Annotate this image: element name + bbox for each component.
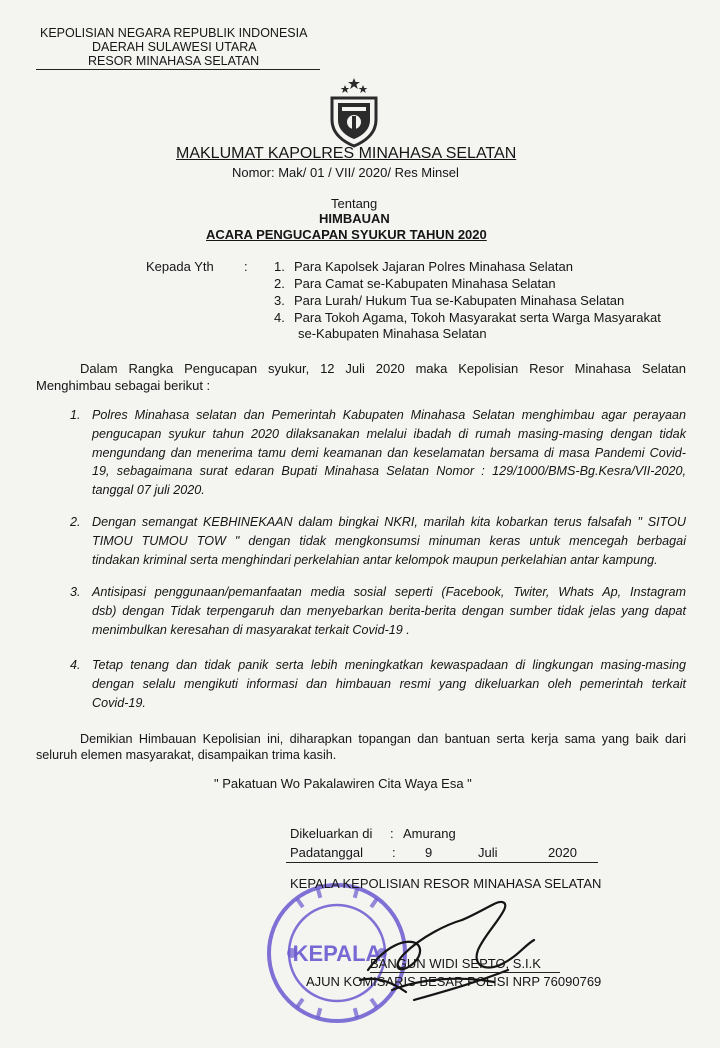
header-region: DAERAH SULAWESI UTARA (92, 40, 257, 54)
addressee-num: 4. (274, 310, 285, 325)
list-item-number: 2. (70, 515, 81, 529)
addressee-text: Para Kapolsek Jajaran Polres Minahasa Selatan (294, 259, 573, 274)
header-institution: KEPOLISIAN NEGARA REPUBLIK INDONESIA (40, 26, 308, 40)
addressee-colon: : (244, 259, 248, 274)
list-item-text (92, 656, 686, 712)
issued-date-colon: : (392, 845, 396, 860)
closing-paragraph (80, 730, 686, 748)
list-item-text (92, 513, 686, 569)
addressee-item (274, 259, 573, 274)
document-title: MAKLUMAT KAPOLRES MINAHASA SELATAN (176, 145, 517, 162)
list-item-number: 4. (70, 658, 81, 672)
list-item-line: Antisipasi penggunaan/pemanfaatan media sosial seperti (Facebook, Twiter, Whats Ap, Instagram (92, 585, 686, 599)
handwritten-signature (272, 880, 572, 1030)
addressee-text: Para Tokoh Agama, Tokoh Masyarakat serta Warga Masyarakat (294, 310, 661, 325)
list-item-line: TIMOU TUMOU TOW " dengan tidak mengkonsumsi minuman keras untuk mencegah berbagai (92, 533, 686, 548)
signatory-rank: AJUN KOMISARIS BESAR POLISI NRP 76090769 (306, 974, 602, 989)
list-item-line: dengan selalu mengikuti informasi dan himbauan resmi yang dikeluarkan oleh pemerintah terkait (92, 676, 686, 691)
subject-line-1: HIMBAUAN (319, 211, 390, 226)
issued-place-colon: : (390, 826, 394, 841)
addressee-num: 1. (274, 259, 285, 274)
list-item-line: tanggal 07 juli 2020. (92, 483, 205, 498)
list-item-line: dsb) dengan Tidak terpengaruh dan menyebarkan berita-berita dengan sumber tidak jelas yang dapat (92, 603, 686, 618)
motto: " Pakatuan Wo Pakalawiren Cita Waya Esa " (214, 776, 472, 791)
issued-year: 2020 (548, 845, 577, 860)
list-item (70, 406, 686, 502)
intro-paragraph (80, 360, 686, 378)
issued-month: Juli (478, 845, 498, 860)
issued-day: 9 (425, 845, 433, 860)
addressee-item (274, 276, 556, 291)
list-item-line: Dengan semangat KEBHINEKAAN dalam bingkai NKRI, marilah kita kobarkan terus falsafah " SITOU (92, 515, 686, 529)
header-resort: RESOR MINAHASA SELATAN (88, 54, 260, 68)
list-item-line: 19, sebagaimana surat edaran Bupati Minahasa Selatan Nomor : 129/1000/BMS-Bg.Kesra/VII-2020, (92, 464, 686, 479)
addressee-text-continued: se-Kabupaten Minahasa Selatan (298, 326, 487, 341)
list-item-line: tindakan kriminal serta menghindari perkelahian antar kelompok maupun perkelahian antar kampung. (92, 552, 658, 567)
addressee-text: Para Lurah/ Hukum Tua se-Kabupaten Minahasa Selatan (294, 293, 625, 308)
list-item (70, 513, 686, 573)
list-item-text (92, 406, 686, 500)
addressee-item (274, 293, 624, 308)
stamp-text: KEPALA (292, 941, 382, 966)
list-item-text (92, 583, 686, 639)
list-item-line: pengucapan syukur tahun 2020 dilaksanakan melalui ibadah di rumah masing-masing dengan tidak (92, 426, 686, 441)
signatory-name-underline (370, 972, 560, 973)
addressee-text: Para Camat se-Kabupaten Minahasa Selatan (294, 276, 556, 291)
closing-line: Demikian Himbauan Kepolisian ini, diharapkan topangan dan bantuan serta kerja sama yang baik dari (80, 732, 686, 746)
issued-date-label: Padatanggal (290, 845, 364, 860)
intro-line: Dalam Rangka Pengucapan syukur, 12 Juli 2020 maka Kepolisian Resor Minahasa Selatan (80, 361, 686, 376)
list-item-line: Polres Minahasa selatan dan Pemerintah Kabupaten Minahasa Selatan menghimbau agar perayaan (92, 408, 686, 422)
addressee-num: 2. (274, 276, 285, 291)
list-item-number: 3. (70, 585, 81, 599)
intro-line: Menghimbau sebagai berikut : (36, 378, 211, 393)
list-item (70, 583, 686, 643)
police-emblem-icon (326, 76, 382, 148)
signatory-position: KEPALA KEPOLISIAN RESOR MINAHASA SELATAN (290, 876, 602, 891)
addressee-label: Kepada Yth (146, 259, 214, 274)
document-number: Nomor: Mak/ 01 / VII/ 2020/ Res Minsel (232, 165, 459, 180)
addressee-num: 3. (274, 293, 285, 308)
header-divider (36, 69, 320, 70)
closing-line: seluruh elemen masyarakat, disampaikan trima kasih. (36, 748, 337, 762)
list-item (70, 656, 686, 716)
signatory-name: BANGUN WIDI SEPTO, S.I.K (370, 956, 541, 971)
subject-line-2: ACARA PENGUCAPAN SYUKUR TAHUN 2020 (206, 227, 487, 242)
list-item-number: 1. (70, 408, 81, 422)
list-item-line: menimbulkan keresahan di masyarakat terkait Covid-19 . (92, 622, 410, 637)
list-item-line: Covid-19. (92, 695, 146, 710)
issued-divider (286, 862, 598, 863)
issued-place: Amurang (403, 826, 456, 841)
list-item-line: mengundang dan menerima tamu demi keamanan dan keselamatan bersama di masa Pandemi Covid- (92, 445, 686, 460)
addressee-item (274, 310, 661, 325)
list-item-line: Tetap tenang dan tidak panik serta lebih meningkatkan kewaspadaan di lingkungan masing-masing (92, 658, 686, 672)
tentang-label: Tentang (331, 196, 378, 211)
issued-place-label: Dikeluarkan di (290, 826, 373, 841)
